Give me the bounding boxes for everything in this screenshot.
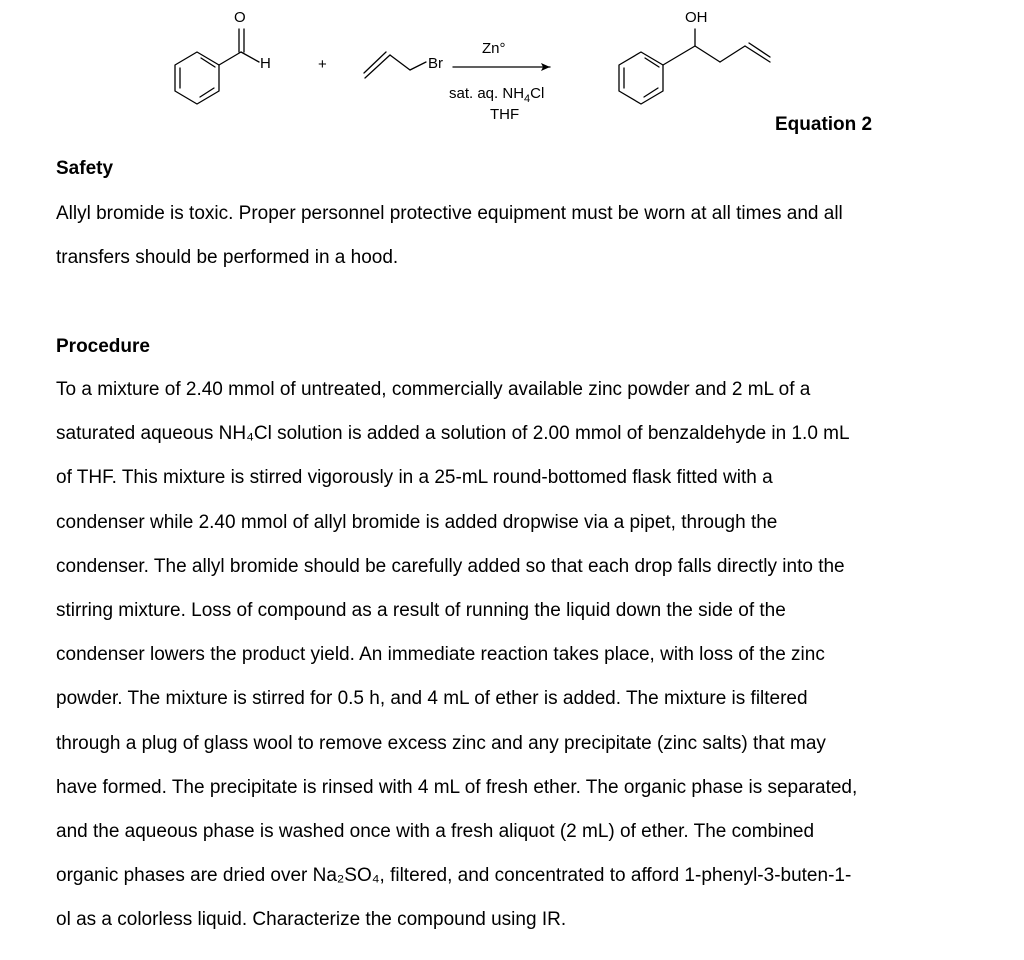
aldehyde-hydrogen-label: H <box>260 55 271 72</box>
procedure-line: powder. The mixture is stirred for 0.5 h, and 4 mL of ether is added. The mixture is filtered <box>56 688 808 710</box>
bromine-label: Br <box>428 55 443 72</box>
equation-label: Equation 2 <box>775 114 873 135</box>
safety-paragraph <box>56 192 1001 280</box>
procedure-line: organic phases are dried over Na₂SO₄, filtered, and concentrated to afford 1-phenyl-3-buten-1- <box>56 865 852 887</box>
safety-line: Allyl bromide is toxic. Proper personnel protective equipment must be worn at all times and all <box>56 203 843 224</box>
procedure-line: have formed. The precipitate is rinsed with 4 mL of fresh ether. The organic phase is separated, <box>56 776 858 798</box>
procedure-line: condenser. The allyl bromide should be carefully added so that each drop falls directly into the <box>56 555 845 577</box>
safety-line: transfers should be performed in a hood. <box>56 247 399 269</box>
aldehyde-oxygen-label: O <box>234 9 246 26</box>
procedure-line: condenser while 2.40 mmol of allyl bromide is added dropwise via a pipet, through the <box>56 511 778 533</box>
hydroxyl-label: OH <box>685 9 708 26</box>
plus-sign: + <box>318 56 327 73</box>
reagent-thf: THF <box>490 106 520 123</box>
safety-heading: Safety <box>56 158 114 179</box>
procedure-line: saturated aqueous NH₄Cl solution is added a solution of 2.00 mmol of benzaldehyde in 1.0 mL <box>56 423 850 445</box>
procedure-line: To a mixture of 2.40 mmol of untreated, commercially available zinc powder and 2 mL of a <box>56 379 811 400</box>
procedure-line: ol as a colorless liquid. Characterize the compound using IR. <box>56 909 567 931</box>
procedure-heading: Procedure <box>56 336 150 357</box>
product-structure <box>619 29 770 104</box>
procedure-line: through a plug of glass wool to remove excess zinc and any precipitate (zinc salts) that may <box>56 732 826 754</box>
reagent-zinc: Zn° <box>482 40 506 57</box>
benzaldehyde-structure <box>175 29 259 104</box>
procedure-line: and the aqueous phase is washed once with a fresh aliquot (2 mL) of ether. The combined <box>56 821 815 843</box>
procedure-line: stirring mixture. Loss of compound as a result of running the liquid down the side of the <box>56 600 786 622</box>
procedure-line: condenser lowers the product yield. An immediate reaction takes place, with loss of the zinc <box>56 644 825 666</box>
reagent-ammonium-chloride: sat. aq. $NH_4Cl$ <box>449 85 545 105</box>
allyl-bromide-structure <box>364 52 426 78</box>
procedure-paragraph <box>56 368 1001 943</box>
procedure-line: of THF. This mixture is stirred vigorously in a 25-mL round-bottomed flask fitted with a <box>56 467 773 489</box>
